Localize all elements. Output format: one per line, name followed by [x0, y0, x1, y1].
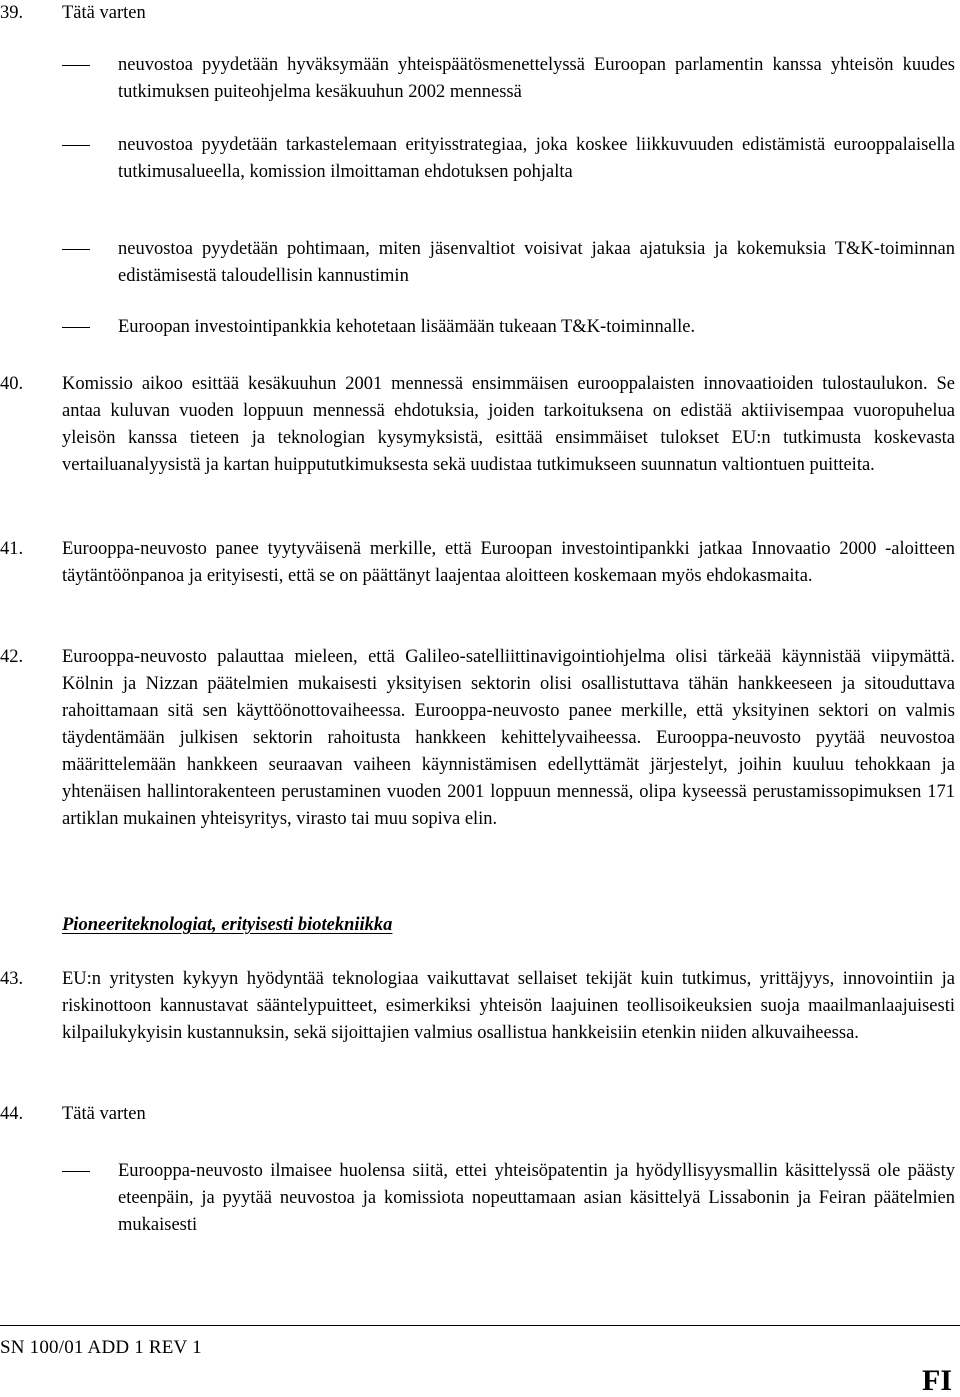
- paragraph-text: Komissio aikoo esittää kesäkuuhun 2001 mennessä ensimmäisen eurooppalaisten innovaatioiden tulostaulukon. Se antaa kuluvan vuoden loppuun mennessä ehdotuksia, joiden tarkoituksena on edistää aktiivisempaa vuoropuhelua yleisön kanssa tieteen ja teknologian kysymyksistä, esittää ensimmäiset tulokset EU:n tutkimusta koskevasta vertailuanalyysistä ja kartan huippututkimuksesta sekä uudistaa tutkimukseen suunnatun valtiontuen puitteita.: [62, 374, 955, 475]
- list-item-text: neuvostoa pyydetään pohtimaan, miten jäsenvaltiot voisivat jakaa ajatuksia ja kokemuksia T&K-toiminnan edistämisestä taloudellisin kannustimin: [118, 239, 955, 286]
- paragraph-intro: Tätä varten: [62, 1104, 146, 1124]
- section-heading: Pioneeriteknologiat, erityisesti biotekniikka: [62, 915, 393, 935]
- list-item: [62, 52, 955, 106]
- list-item: [62, 132, 955, 186]
- paragraph-number: 41.: [0, 539, 24, 559]
- paragraph-text: Eurooppa-neuvosto panee tyytyväisenä merkille, että Euroopan investointipankki jatkaa Innovaatio 2000 -aloitteen täytäntöönpanoa ja erityisesti, että se on päättänyt laajentaa aloitteen koskemaan myös ehdokasmaita.: [62, 539, 955, 586]
- footer-divider: [0, 1325, 960, 1326]
- paragraph-40: [0, 371, 955, 479]
- paragraph-text: EU:n yritysten kykyyn hyödyntää teknologiaa vaikuttavat sellaiset tekijät kuin tutkimus, yrittäjyys, innovointiin ja riskinottoon kannustavat sääntelypuitteet, esimerkiksi yhteisön laajuinen teollisoikeuksien suoja maailmanlaajuisesti kilpailukykyisin kustannuksin, sekä sijoittajien valmius osallistua hankkeisiin etenkin niiden alkuvaiheessa.: [62, 969, 955, 1043]
- paragraph-number: 42.: [0, 647, 24, 667]
- dash-bullet-icon: [62, 249, 90, 250]
- list-item-text: neuvostoa pyydetään hyväksymään yhteispäätösmenettelyssä Euroopan parlamentin kanssa yhteisön kuudes tutkimuksen puiteohjelma kesäkuuhun 2002 mennessä: [118, 55, 955, 102]
- dash-bullet-icon: [62, 145, 90, 146]
- paragraph-39: [0, 0, 955, 27]
- paragraph-number: 39.: [0, 3, 24, 23]
- paragraph-number: 44.: [0, 1104, 24, 1124]
- list-item-text: neuvostoa pyydetään tarkastelemaan erityisstrategiaa, joka koskee liikkuvuuden edistämistä eurooppalaisella tutkimusalueella, komission ilmoittaman ehdotuksen pohjalta: [118, 135, 955, 182]
- dash-bullet-icon: [62, 327, 90, 328]
- paragraph-43: [0, 966, 955, 1047]
- list-item-text: Eurooppa-neuvosto ilmaisee huolensa siitä, ettei yhteisöpatentin ja hyödyllisyysmallin käsittelyssä ole päästy eteenpäin, ja pyytää neuvostoa ja komissiota nopeuttamaan asian käsittelyä Lissabonin ja Feiran päätelmien mukaisesti: [118, 1161, 955, 1235]
- dash-bullet-icon: [62, 65, 90, 66]
- paragraph-44: [0, 1101, 955, 1128]
- paragraph-intro: Tätä varten: [62, 3, 146, 23]
- list-item: [62, 314, 955, 341]
- paragraph-42: [0, 644, 955, 833]
- language-code: FI: [922, 1364, 952, 1397]
- paragraph-number: 43.: [0, 969, 24, 989]
- document-reference: SN 100/01 ADD 1 REV 1: [0, 1337, 202, 1358]
- list-item-text: Euroopan investointipankkia kehotetaan lisäämään tukeaan T&K-toiminnalle.: [118, 317, 696, 337]
- paragraph-text: Eurooppa-neuvosto palauttaa mieleen, että Galileo-satelliittinavigointiohjelma olisi tärkeää käynnistää viipymättä. Kölnin ja Nizzan päätelmien mukaisesti yksityisen sektorin olisi osallistuttava tähän hankkeeseen ja sitouduttava rahoittamaan sitä sen käyttöönottovaiheessa. Eurooppa-neuvosto panee merkille, että yksityinen sektori on valmis täydentämään julkisen sektorin rahoitusta hankkeen kehittelyvaiheessa. Eurooppa-neuvosto pyytää neuvostoa määrittelemään hankkeen seuraavan vaiheen käynnistämisen edellyttämät järjestelyt, joihin kuuluu tehokkaan ja yhtenäisen hallintorakenteen perustaminen vuoden 2001 loppuun mennessä, olipa kyseessä perustamissopimuksen 171 artiklan mukainen yhteisyritys, virasto tai muu sopiva elin.: [62, 647, 955, 829]
- list-item: [62, 236, 955, 290]
- paragraph-41: [0, 536, 955, 590]
- paragraph-number: 40.: [0, 374, 24, 394]
- dash-bullet-icon: [62, 1171, 90, 1172]
- list-item: [62, 1158, 955, 1239]
